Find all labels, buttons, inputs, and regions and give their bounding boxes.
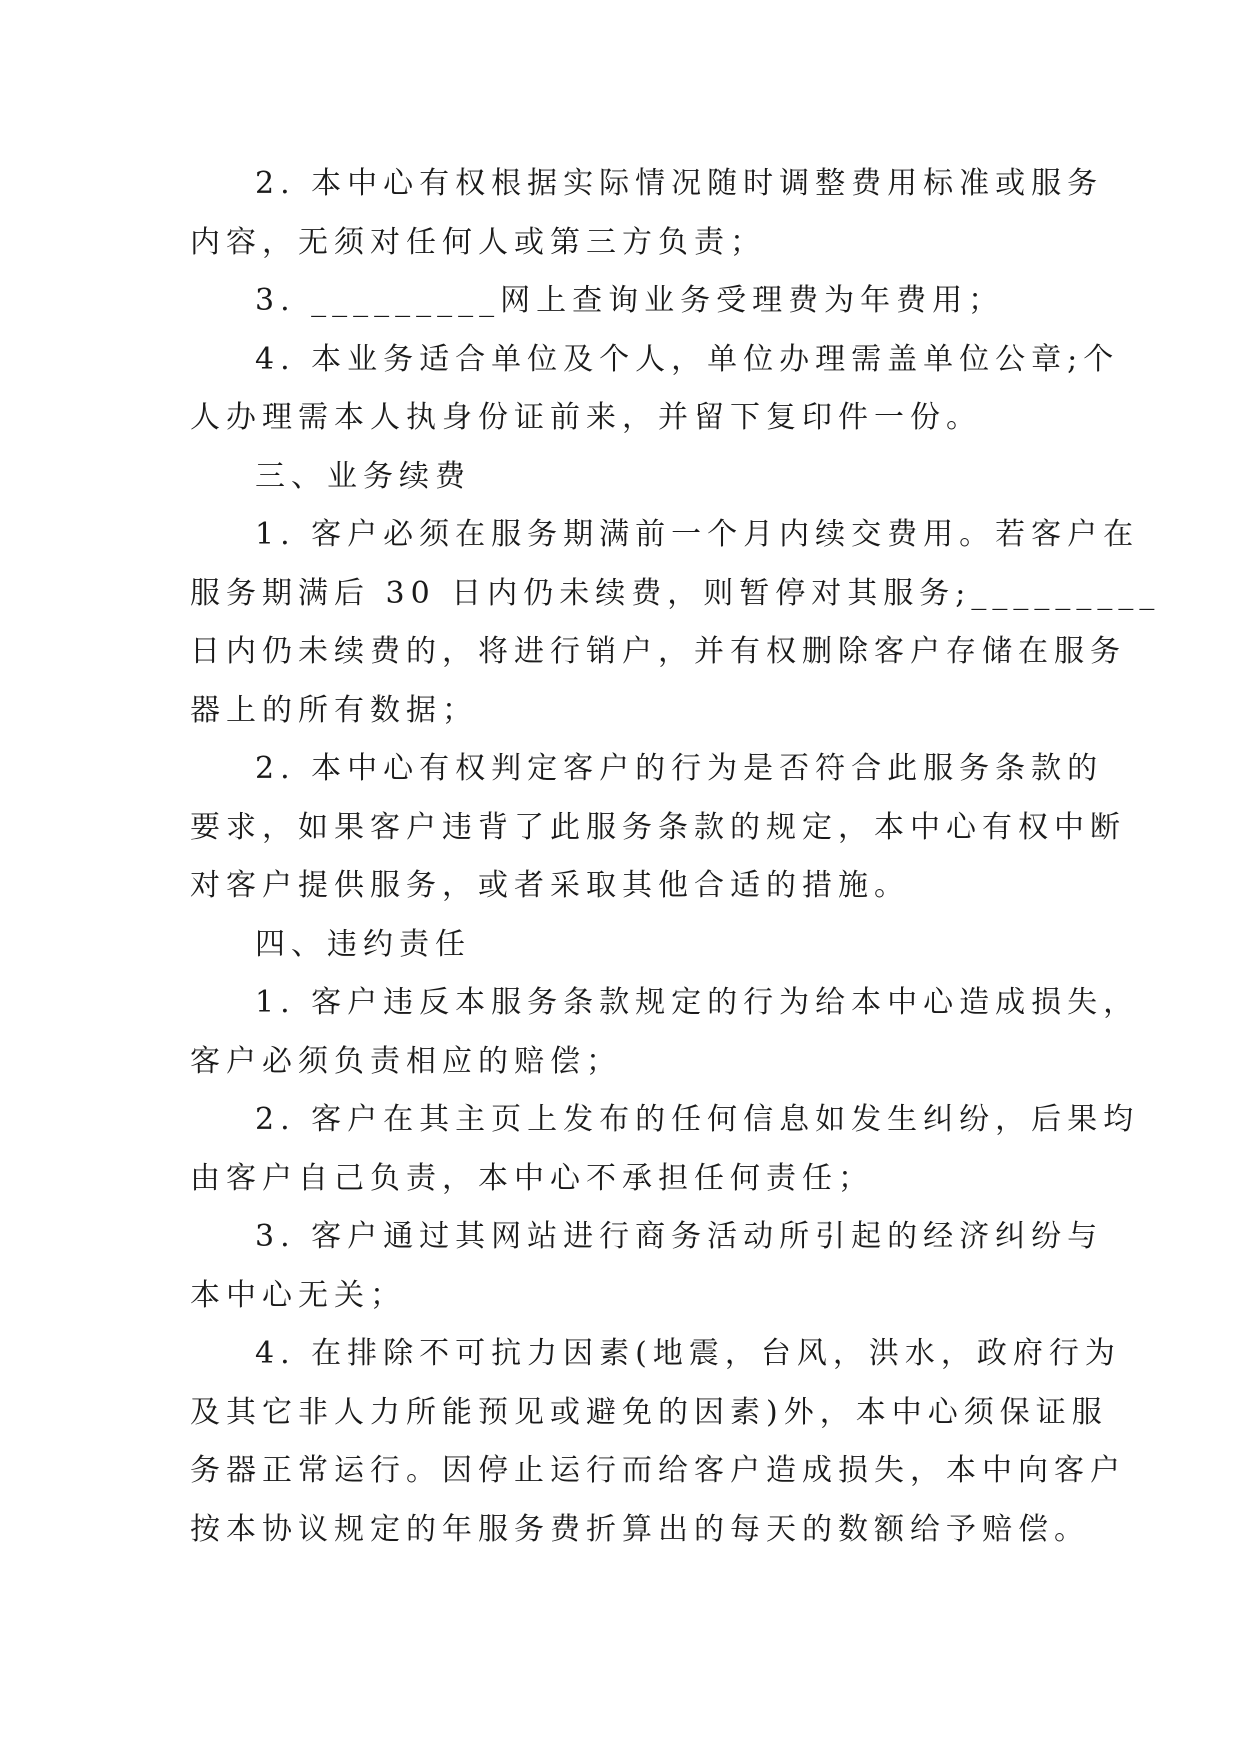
- text-line: 2. 客户在其主页上发布的任何信息如发生纠纷，后果均: [255, 1102, 1140, 1137]
- text-line: 对客户提供服务，或者采取其他合适的措施。: [190, 868, 910, 903]
- text-line: 2. 本中心有权判定客户的行为是否符合此服务条款的: [255, 751, 1104, 786]
- text-line: 及其它非人力所能预见或避免的因素)外，本中心须保证服: [190, 1394, 1108, 1430]
- text-line: 3. _________网上查询业务受理费为年费用；: [255, 283, 1005, 318]
- text-line: 三、业务续费: [255, 458, 471, 494]
- clause-1-renewal-deadline: [190, 506, 1161, 740]
- text-line: 按本协议规定的年服务费折算出的每天的数额给予赔偿。: [190, 1511, 1090, 1547]
- clause-2-compliance: [190, 740, 1126, 916]
- text-line: 日内仍未续费的，将进行销户，并有权删除客户存储在服务: [190, 634, 1126, 669]
- text-line: 务器正常运行。因停止运行而给客户造成损失，本中向客户: [190, 1453, 1126, 1488]
- text-line: 2. 本中心有权根据实际情况随时调整费用标准或服务: [255, 166, 1104, 201]
- text-line: 由客户自己负责，本中心不承担任何责任；: [190, 1160, 874, 1196]
- clause-2-adjust-fees: [190, 155, 1104, 272]
- text-line: 4. 在排除不可抗力因素(地震，台风，洪水，政府行为: [255, 1336, 1121, 1371]
- document-body: [190, 155, 1161, 1559]
- text-line: 人办理需本人执身份证前来，并留下复印件一份。: [190, 400, 982, 435]
- text-line: 1. 客户违反本服务条款规定的行为给本中心造成损失，: [255, 985, 1140, 1020]
- clause-4-force-majeure: [190, 1325, 1126, 1559]
- text-line: 四、违约责任: [255, 926, 471, 962]
- text-line: 要求，如果客户违背了此服务条款的规定，本中心有权中断: [190, 809, 1126, 845]
- text-line: 4. 本业务适合单位及个人，单位办理需盖单位公章;个: [255, 341, 1120, 377]
- text-line: 本中心无关；: [190, 1277, 406, 1313]
- clause-1-compensation: [190, 974, 1140, 1091]
- section-heading-renewal: [190, 448, 1050, 507]
- clause-4-applicability: [190, 331, 1120, 448]
- clause-3-online-query-fee: [190, 272, 1050, 331]
- text-line: 器上的所有数据；: [190, 692, 478, 728]
- text-line: 1. 客户必须在服务期满前一个月内续交费用。若客户在: [255, 517, 1140, 552]
- text-line: 内容，无须对任何人或第三方负责；: [190, 224, 766, 260]
- text-line: 服务期满后 30 日内仍未续费，则暂停对其服务;_________: [190, 575, 1161, 611]
- clause-2-homepage-disputes: [190, 1091, 1140, 1208]
- text-line: 3. 客户通过其网站进行商务活动所引起的经济纠纷与: [255, 1219, 1104, 1254]
- clause-3-commerce-disputes: [190, 1208, 1104, 1325]
- text-line: 客户必须负责相应的赔偿；: [190, 1043, 622, 1079]
- section-heading-liability: [190, 916, 1050, 975]
